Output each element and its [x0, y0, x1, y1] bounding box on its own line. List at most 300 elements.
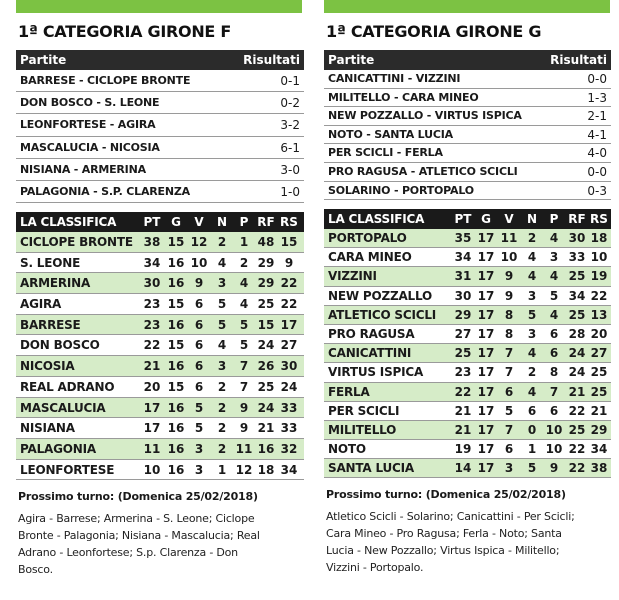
- standings-row: [16, 439, 304, 460]
- standings-team: CICLOPE BRONTE: [20, 235, 133, 249]
- standings-value: 31: [454, 269, 472, 284]
- standings-value: 29: [590, 422, 608, 437]
- standings-row: [324, 267, 611, 286]
- standings-team: ARMERINA: [20, 276, 91, 291]
- standings-value: 10: [500, 250, 518, 265]
- matches-table: [324, 50, 611, 200]
- standings-value: 17: [477, 365, 495, 380]
- standings-value: 19: [590, 269, 608, 284]
- standings-value: 7: [239, 379, 249, 394]
- standings-row: [324, 287, 611, 306]
- standings-value: 23: [454, 365, 472, 380]
- standings-value: 20: [590, 326, 608, 341]
- standings-team: CANICATTINI: [328, 346, 412, 361]
- match-teams: LEONFORTESE - AGIRA: [20, 118, 156, 132]
- standings-value: 6: [549, 403, 559, 418]
- next-round-line: Agira - Barrese; Armerina - S. Leone; Ciclope: [18, 512, 255, 525]
- match-score: 3-2: [280, 118, 300, 133]
- standings-row: [324, 402, 611, 421]
- standings-value: 3: [527, 288, 537, 303]
- standings-value: 17: [280, 317, 298, 332]
- standings-value: 22: [568, 442, 586, 457]
- standings-value: 17: [477, 442, 495, 457]
- standings-table: [324, 209, 611, 478]
- standings-value: 9: [194, 276, 204, 291]
- standings-value: 3: [194, 462, 204, 477]
- standings-value: 25: [257, 297, 275, 312]
- standings-row: [324, 229, 611, 248]
- standings-team: CARA MINEO: [328, 250, 412, 265]
- standings-value: 9: [239, 400, 249, 415]
- match-score: 6-1: [280, 140, 300, 155]
- match-score: 1-3: [587, 90, 607, 105]
- match-teams: SOLARINO - PORTOPALO: [328, 183, 474, 197]
- standings-value: 26: [257, 359, 275, 374]
- standings-value: 35: [454, 231, 472, 245]
- standings-value: 25: [590, 384, 608, 399]
- standings-value: 17: [477, 231, 495, 245]
- standings-value: 12: [235, 462, 253, 477]
- standings-value: 23: [143, 297, 161, 312]
- standings-value: 25: [568, 422, 586, 437]
- standings-header-col: N: [216, 215, 228, 229]
- standings-value: 16: [167, 276, 185, 291]
- standings-value: 30: [280, 359, 298, 374]
- standings-team: PALAGONIA: [20, 441, 96, 456]
- standings-value: 22: [280, 297, 298, 312]
- next-round-title: Prossimo turno: (Domenica 25/02/2018): [326, 488, 566, 501]
- standings-team: VIRTUS ISPICA: [328, 365, 424, 380]
- standings-row: [16, 253, 304, 274]
- standings-team: NOTO: [328, 442, 366, 457]
- standings-value: 17: [477, 307, 495, 322]
- standings-value: 8: [504, 326, 514, 341]
- next-round-text: [326, 508, 575, 576]
- standings-value: 6: [194, 379, 204, 394]
- standings-value: 17: [477, 269, 495, 284]
- matches-header: [324, 50, 611, 70]
- standings-team: LEONFORTESE: [20, 462, 115, 477]
- standings-value: 24: [257, 400, 275, 415]
- standings-header-col: G: [481, 212, 491, 226]
- standings-header-team: LA CLASSIFICA: [20, 215, 117, 229]
- standings-value: 15: [167, 379, 185, 394]
- standings-header-col: RF: [257, 215, 275, 229]
- standings-value: 17: [477, 250, 495, 265]
- standings-value: 24: [568, 365, 586, 380]
- standings-value: 16: [167, 421, 185, 436]
- standings-value: 15: [167, 297, 185, 312]
- standings-team: ATLETICO SCICLI: [328, 307, 437, 322]
- standings-value: 17: [143, 421, 161, 436]
- next-round-title: Prossimo turno: (Domenica 25/02/2018): [18, 490, 258, 503]
- standings-value: 22: [568, 461, 586, 476]
- standings-value: 16: [167, 441, 185, 456]
- standings-value: 16: [167, 317, 185, 332]
- next-round-line: Atletico Scicli - Solarino; Canicattini - Per Scicli;: [326, 510, 575, 523]
- standings-value: 24: [568, 346, 586, 361]
- standings-row: [16, 398, 304, 419]
- match-row: [324, 89, 611, 108]
- standings-value: 5: [217, 317, 227, 332]
- match-row: [324, 163, 611, 182]
- match-teams: BARRESE - CICLOPE BRONTE: [20, 74, 191, 87]
- standings-value: 8: [549, 365, 559, 380]
- standings-value: 9: [284, 255, 294, 270]
- standings-value: 3: [504, 461, 514, 476]
- standings-value: 29: [454, 307, 472, 322]
- standings-value: 4: [217, 255, 227, 270]
- standings-value: 21: [143, 359, 161, 374]
- standings-value: 0: [527, 422, 537, 437]
- standings-value: 25: [257, 379, 275, 394]
- standings-value: 33: [568, 250, 586, 265]
- standings-table: [16, 212, 304, 480]
- standings-value: 2: [217, 441, 227, 456]
- standings-value: 4: [549, 231, 559, 245]
- match-teams: NISIANA - ARMERINA: [20, 162, 146, 176]
- standings-value: 4: [549, 307, 559, 322]
- standings-value: 3: [217, 359, 227, 374]
- standings-row: [324, 248, 611, 267]
- standings-row: [16, 232, 304, 253]
- standings-header-col: PT: [454, 212, 472, 226]
- standings-value: 3: [549, 250, 559, 265]
- standings-row: [16, 335, 304, 356]
- matches-header-results: Risultati: [243, 53, 300, 67]
- match-score: 0-2: [280, 96, 300, 111]
- standings-value: 14: [454, 461, 472, 476]
- standings-header-col: P: [239, 215, 249, 229]
- standings-team: MASCALUCIA: [20, 400, 106, 415]
- standings-value: 6: [194, 297, 204, 312]
- standings-value: 34: [143, 255, 161, 270]
- standings-value: 6: [194, 338, 204, 353]
- standings-value: 25: [568, 307, 586, 322]
- match-row: [324, 70, 611, 89]
- standings-value: 16: [167, 255, 185, 270]
- standings-team: PORTOPALO: [328, 231, 407, 245]
- match-row: [16, 159, 304, 181]
- standings-value: 7: [504, 422, 514, 437]
- match-teams: PER SCICLI - FERLA: [328, 146, 443, 160]
- standings-team: NISIANA: [20, 421, 75, 436]
- match-score: 0-1: [280, 74, 300, 88]
- standings-value: 2: [217, 421, 227, 436]
- standings-value: 16: [167, 400, 185, 415]
- standings-value: 2: [239, 255, 249, 270]
- standings-value: 9: [549, 461, 559, 476]
- standings-value: 32: [280, 441, 298, 456]
- standings-header-col: N: [526, 212, 538, 226]
- standings-team: NICOSIA: [20, 359, 75, 374]
- standings-row: [16, 418, 304, 439]
- match-score: 4-1: [587, 127, 607, 142]
- standings-value: 22: [143, 338, 161, 353]
- standings-value: 1: [217, 462, 227, 477]
- match-row: [324, 107, 611, 126]
- standings-value: 2: [217, 379, 227, 394]
- standings-row: [324, 383, 611, 402]
- standings-value: 1: [527, 442, 537, 457]
- standings-team: FERLA: [328, 384, 370, 399]
- standings-value: 16: [167, 359, 185, 374]
- match-score: 0-0: [587, 72, 607, 86]
- standings-value: 3: [527, 326, 537, 341]
- standings-value: 18: [590, 231, 608, 245]
- standings-value: 17: [477, 384, 495, 399]
- standings-value: 4: [239, 297, 249, 312]
- standings-value: 5: [217, 297, 227, 312]
- standings-value: 10: [545, 442, 563, 457]
- standings-value: 7: [504, 346, 514, 361]
- standings-value: 1: [239, 235, 249, 249]
- standings-value: 19: [454, 442, 472, 457]
- standings-value: 22: [454, 384, 472, 399]
- standings-value: 5: [194, 421, 204, 436]
- standings-value: 21: [568, 384, 586, 399]
- group-g-column: [324, 0, 611, 600]
- standings-value: 2: [217, 400, 227, 415]
- standings-value: 5: [549, 288, 559, 303]
- standings-value: 30: [454, 288, 472, 303]
- standings-value: 10: [545, 422, 563, 437]
- standings-value: 33: [280, 400, 298, 415]
- standings-team: SANTA LUCIA: [328, 461, 415, 476]
- standings-value: 5: [194, 400, 204, 415]
- standings-row: [324, 440, 611, 459]
- standings-value: 13: [590, 307, 608, 322]
- standings-value: 27: [454, 326, 472, 341]
- standings-value: 4: [527, 250, 537, 265]
- standings-row: [16, 377, 304, 398]
- standings-value: 20: [143, 379, 161, 394]
- standings-value: 16: [257, 441, 275, 456]
- next-round-line: Bronte - Palagonia; Nisiana - Mascalucia; Real: [18, 529, 260, 542]
- match-teams: NOTO - SANTA LUCIA: [328, 127, 453, 141]
- standings-value: 21: [590, 403, 608, 418]
- standings-value: 3: [217, 276, 227, 291]
- next-round-line: Adrano - Leonfortese; S.p. Clarenza - Don: [18, 546, 238, 559]
- standings-value: 5: [527, 461, 537, 476]
- standings-row: [16, 356, 304, 377]
- standings-team: NEW POZZALLO: [328, 288, 433, 303]
- standings-team: VIZZINI: [328, 269, 377, 284]
- standings-value: 21: [454, 403, 472, 418]
- matches-header-teams: Partite: [328, 53, 375, 67]
- standings-value: 11: [143, 441, 161, 456]
- standings-value: 9: [504, 269, 514, 284]
- standings-value: 9: [239, 421, 249, 436]
- standings-value: 25: [454, 346, 472, 361]
- standings-value: 24: [257, 338, 275, 353]
- standings-value: 29: [257, 255, 275, 270]
- standings-value: 7: [239, 359, 249, 374]
- standings-value: 2: [217, 235, 227, 249]
- standings-value: 17: [477, 326, 495, 341]
- standings-row: [324, 363, 611, 382]
- standings-value: 17: [477, 346, 495, 361]
- next-round-line: Cara Mineo - Pro Ragusa; Ferla - Noto; Santa: [326, 527, 562, 540]
- standings-value: 11: [500, 231, 518, 245]
- standings-row: [324, 306, 611, 325]
- standings-header: [324, 209, 611, 229]
- standings-row: [16, 315, 304, 336]
- standings-value: 7: [549, 384, 559, 399]
- standings-team: MILITELLO: [328, 422, 397, 437]
- standings-header-team: LA CLASSIFICA: [328, 212, 425, 226]
- match-teams: NEW POZZALLO - VIRTUS ISPICA: [328, 109, 522, 123]
- standings-value: 4: [527, 384, 537, 399]
- standings-row: [324, 459, 611, 478]
- standings-value: 25: [590, 365, 608, 380]
- next-round-line: Lucia - New Pozzallo; Virtus Ispica - Militello;: [326, 544, 560, 557]
- match-teams: PALAGONIA - S.P. CLARENZA: [20, 184, 190, 198]
- standings-value: 6: [194, 317, 204, 332]
- standings-value: 4: [217, 338, 227, 353]
- match-row: [16, 70, 304, 92]
- standings-team: DON BOSCO: [20, 338, 100, 353]
- standings-value: 38: [143, 235, 161, 249]
- match-row: [16, 137, 304, 159]
- standings-team: PER SCICLI: [328, 403, 400, 418]
- match-score: 2-1: [587, 109, 607, 124]
- standings-value: 10: [190, 255, 208, 270]
- standings-value: 11: [235, 441, 253, 456]
- standings-value: 5: [504, 403, 514, 418]
- next-round-line: Vizzini - Portopalo.: [326, 561, 424, 574]
- matches-header-teams: Partite: [20, 53, 67, 67]
- standings-value: 21: [454, 422, 472, 437]
- standings-value: 4: [527, 346, 537, 361]
- standings-value: 17: [143, 400, 161, 415]
- standings-value: 38: [590, 461, 608, 476]
- match-row: [16, 181, 304, 203]
- standings-row: [16, 273, 304, 294]
- standings-value: 16: [167, 462, 185, 477]
- standings-value: 10: [590, 250, 608, 265]
- standings-team: S. LEONE: [20, 255, 81, 270]
- standings-value: 18: [257, 462, 275, 477]
- standings-row: [324, 325, 611, 344]
- standings-value: 23: [143, 317, 161, 332]
- standings-value: 6: [504, 384, 514, 399]
- standings-value: 2: [527, 231, 537, 245]
- matches-table: [16, 50, 304, 203]
- standings-value: 17: [477, 422, 495, 437]
- match-row: [324, 182, 611, 201]
- standings-header-col: RF: [568, 212, 586, 226]
- standings-value: 7: [504, 365, 514, 380]
- group-f-column: [16, 0, 304, 600]
- standings-value: 34: [590, 442, 608, 457]
- standings-value: 22: [280, 276, 298, 291]
- standings-value: 9: [504, 288, 514, 303]
- standings-value: 27: [590, 346, 608, 361]
- match-teams: DON BOSCO - S. LEONE: [20, 96, 160, 110]
- standings-value: 15: [167, 235, 185, 249]
- standings-value: 22: [568, 403, 586, 418]
- group-title: 1ª CATEGORIA GIRONE G: [326, 22, 542, 41]
- standings-header-col: G: [171, 215, 181, 229]
- standings-value: 34: [280, 462, 298, 477]
- standings-header: [16, 212, 304, 232]
- standings-value: 15: [167, 338, 185, 353]
- standings-value: 6: [504, 442, 514, 457]
- standings-team: PRO RAGUSA: [328, 326, 415, 341]
- standings-value: 25: [568, 269, 586, 284]
- standings-value: 3: [194, 441, 204, 456]
- standings-header-col: V: [194, 215, 204, 229]
- match-score: 1-0: [280, 184, 300, 199]
- match-row: [16, 114, 304, 136]
- standings-team: BARRESE: [20, 317, 81, 332]
- standings-value: 6: [194, 359, 204, 374]
- standings-value: 21: [257, 421, 275, 436]
- standings-value: 22: [590, 288, 608, 303]
- standings-value: 24: [280, 379, 298, 394]
- standings-value: 48: [257, 235, 275, 249]
- standings-value: 6: [527, 403, 537, 418]
- match-score: 0-0: [587, 164, 607, 179]
- standings-value: 17: [477, 288, 495, 303]
- match-row: [324, 144, 611, 163]
- standings-value: 4: [239, 276, 249, 291]
- standings-value: 29: [257, 276, 275, 291]
- standings-value: 6: [549, 346, 559, 361]
- standings-value: 30: [143, 276, 161, 291]
- standings-header-col: RS: [280, 215, 298, 229]
- matches-header: [16, 50, 304, 70]
- standings-value: 28: [568, 326, 586, 341]
- match-row: [324, 126, 611, 145]
- standings-value: 30: [568, 231, 586, 245]
- standings-row: [16, 294, 304, 315]
- standings-value: 15: [257, 317, 275, 332]
- standings-value: 4: [549, 269, 559, 284]
- standings-row: [16, 460, 304, 481]
- standings-value: 15: [280, 235, 298, 249]
- standings-value: 6: [549, 326, 559, 341]
- standings-value: 34: [454, 250, 472, 265]
- standings-row: [324, 344, 611, 363]
- next-round-line: Bosco.: [18, 563, 53, 576]
- standings-header-col: P: [549, 212, 559, 226]
- match-teams: MILITELLO - CARA MINEO: [328, 90, 479, 104]
- standings-value: 34: [568, 288, 586, 303]
- standings-header-col: V: [504, 212, 514, 226]
- standings-value: 27: [280, 338, 298, 353]
- standings-header-col: PT: [143, 215, 161, 229]
- match-row: [16, 92, 304, 114]
- standings-value: 17: [477, 403, 495, 418]
- match-score: 3-0: [280, 162, 300, 177]
- match-teams: MASCALUCIA - NICOSIA: [20, 140, 160, 154]
- standings-team: AGIRA: [20, 297, 62, 312]
- match-score: 0-3: [587, 183, 607, 198]
- matches-header-results: Risultati: [550, 53, 607, 67]
- standings-value: 33: [280, 421, 298, 436]
- next-round-text: [18, 510, 260, 578]
- standings-row: [324, 421, 611, 440]
- standings-value: 4: [527, 269, 537, 284]
- match-teams: CANICATTINI - VIZZINI: [328, 72, 461, 85]
- match-score: 4-0: [587, 146, 607, 161]
- group-title: 1ª CATEGORIA GIRONE F: [18, 22, 231, 41]
- standings-value: 12: [190, 235, 208, 249]
- standings-value: 17: [477, 461, 495, 476]
- standings-value: 5: [239, 317, 249, 332]
